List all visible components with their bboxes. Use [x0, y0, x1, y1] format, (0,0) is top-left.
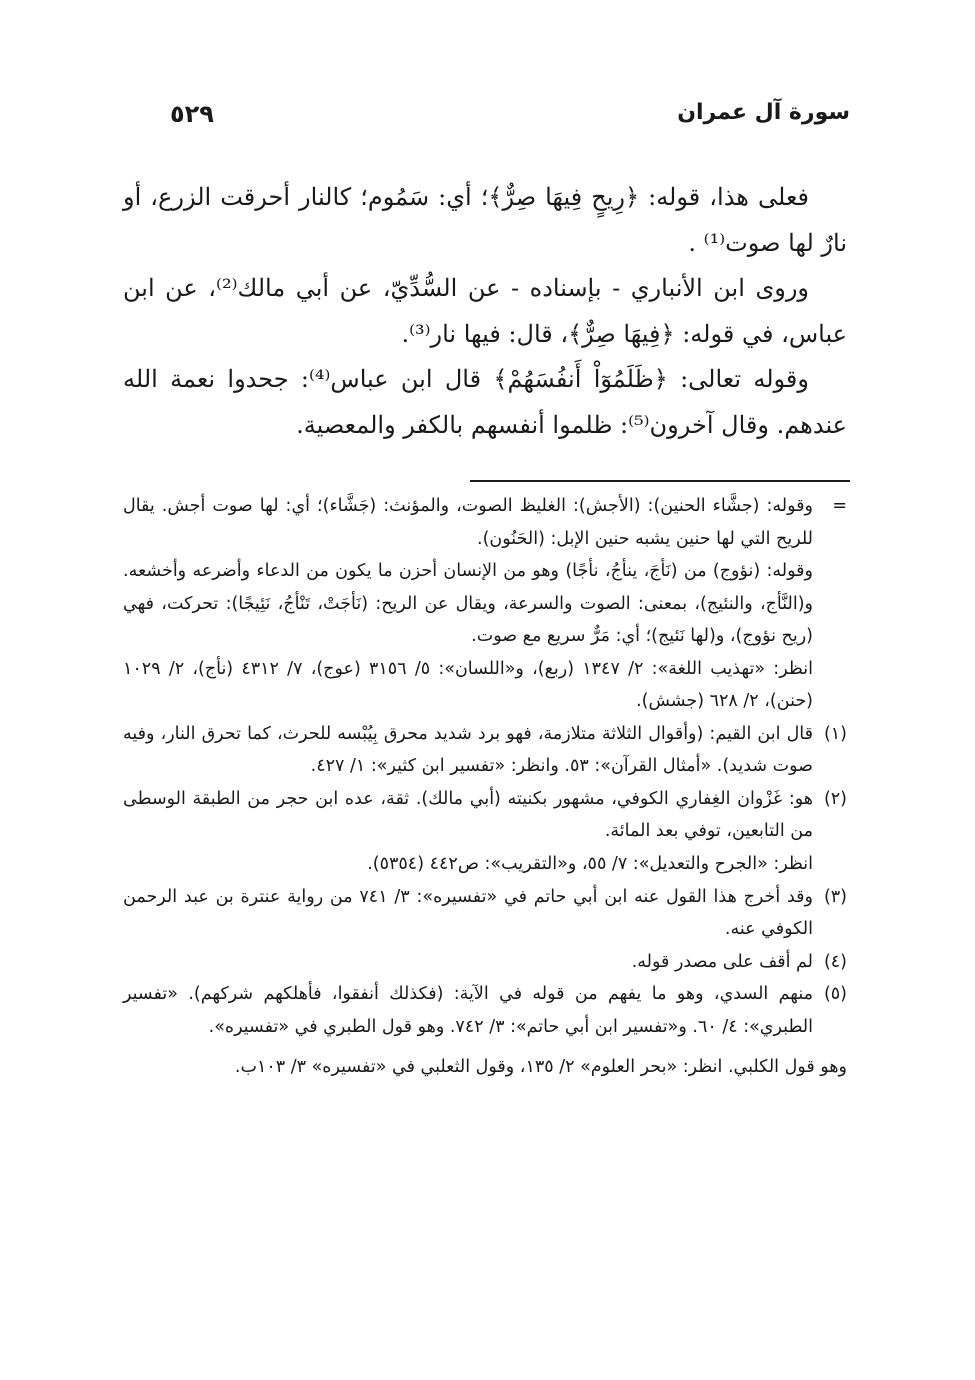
- footnote-final-line: وهو قول الكلبي. انظر: «بحر العلوم» ٢/ ١٣٥، وقول الثعلبي في «تفسيره» ٣/ ١٠٣ب.: [234, 1057, 847, 1078]
- main-paragraph: وروى ابن الأنباري - بإسناده - عن السُّدِّيّ، عن أبي مالك⁽²⁾، عن ابن عباس، في قوله: ﴿فِيهَا صِرٌّ﴾، قال: فيها نار⁽³⁾.: [123, 274, 847, 348]
- main-paragraph: وقوله تعالى: ﴿ظَلَمُوٓاْ أَنفُسَهُمْ﴾ قال ابن عباس⁽⁴⁾: جحدوا نعمة الله عندهم. وقال آخرون⁽⁵⁾: ظلموا أنفسهم بالكفر والمعصية.: [123, 365, 847, 439]
- main-text: [123, 175, 847, 449]
- footnote-mark: (٤): [823, 951, 847, 972]
- footnote-continuation: [123, 490, 847, 718]
- footnote-mark: (٣): [823, 886, 847, 907]
- footnote-line: لم أقف على مصدر قوله.: [631, 951, 813, 972]
- footnote-mark: =: [832, 496, 847, 516]
- footnote-line: وقوله: (جشَّاء الحنين): (الأجش): الغليظ الصوت، والمؤنث: (جَشَّاء)؛ أي: لها صوت أجش. يقال للريح التي لها حنين يشبه حنين الإبل: (الحَنُون).: [123, 496, 813, 549]
- footnote-5: [123, 978, 847, 1043]
- footnote-line: وقد أخرج هذا القول عنه ابن أبي حاتم في «تفسيره»: ٣/ ٧٤١ من رواية عنترة بن عبد الرحمن الكوفي عنه.: [123, 886, 813, 940]
- page-number: ٥٢٩: [170, 100, 214, 128]
- footnote-3: [123, 881, 847, 946]
- footnote-mark: (٥): [823, 984, 847, 1005]
- surah-title: سورة آل عمران: [677, 100, 850, 125]
- footnote-line: وقوله: (نؤوج) من (نَأجَ، ينأجُ، نأجًا) وهو من الإنسان أحزن ما يكون من الدعاء وأضرعه وأخشعه. و(النَّأج، والنئيج)، بمعنى: الصوت والسرعة، ويقال عن الريح: (نَأجَتْ، تَنْأجُ، نَئِيجًا): تحركت، فهي (ريح نؤوج)، و(لها نَئيج)؛ أي: مَرٌّ سريع مع صوت.: [123, 561, 813, 647]
- footnote-4: [123, 946, 847, 979]
- footnote-line: هو: غَزْوان الغِفاري الكوفي، مشهور بكنيته (أبي مالك). ثقة، عده ابن حجر من الطبقة الوسطى من التابعين، توفي بعد المائة.: [123, 788, 813, 842]
- footnote-separator: [470, 480, 850, 482]
- page-header: [150, 100, 850, 140]
- footnote-2: [123, 783, 847, 881]
- footnote-mark: (١): [823, 723, 847, 744]
- main-paragraph: فعلى هذا، قوله: ﴿رِيحٍ فِيهَا صِرٌّ﴾؛ أي: سَمُوم؛ كالنار أحرقت الزرع، أو نارٌ لها صوت⁽¹⁾ .: [123, 183, 847, 257]
- footnote-line: منهم السدي، وهو ما يفهم من قوله في الآية: (فكذلك أنفقوا، فأهلكهم شركهم). «تفسير الطبري»: ٤/ ٦٠. و«تفسير ابن أبي حاتم»: ٣/ ٧٤٢. وهو قول الطبري في «تفسيره».: [123, 984, 813, 1037]
- footnotes: [123, 490, 847, 1084]
- footnote-line: انظر: «تهذيب اللغة»: ٢/ ١٣٤٧ (ربع)، و«اللسان»: ٥/ ٣١٥٦ (عوج)، ٧/ ٤٣١٢ (نأج)، ٢/ ١٠٢٩ (حنن)، ٢/ ٦٢٨ (جشش).: [123, 658, 813, 712]
- footnote-line: قال ابن القيم: (وأقوال الثلاثة متلازمة، فهو برد شديد محرق بِيُبْسه للحرث، كما تحرق النار، وفيه صوت شديد). «أمثال القرآن»: ٥٣. وانظر: «تفسير ابن كثير»: ١/ ٤٢٧.: [123, 723, 813, 777]
- footnote-mark: (٢): [823, 788, 847, 809]
- footnote-line: انظر: «الجرح والتعديل»: ٧/ ٥٥، و«التقريب»: ص٤٤٢ (٥٣٥٤).: [367, 854, 813, 875]
- footnote-1: [123, 718, 847, 783]
